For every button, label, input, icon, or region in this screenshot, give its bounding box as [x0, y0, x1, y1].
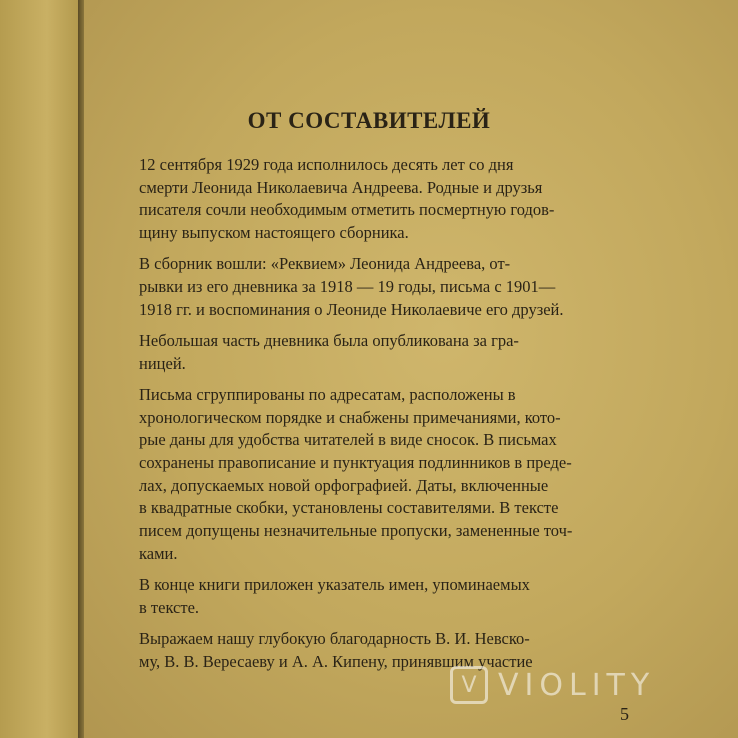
text-line: в тексте.	[139, 597, 200, 617]
text-line: щину выпуском настоящего сборника.	[139, 223, 409, 243]
book-page	[84, 0, 738, 738]
text-line: в квадратные скобки, установлены составителями. В тексте	[139, 498, 559, 518]
page-heading: ОТ СОСТАВИТЕЛЕЙ	[247, 108, 491, 133]
text-line: В конце книги приложен указатель имен, упоминаемых	[139, 574, 530, 594]
text-line: Выражаем нашу глубокую благодарность В. И. Невско-	[139, 628, 530, 648]
left-page-edge	[0, 0, 78, 738]
text-line: рывки из его дневника за 1918 — 19 годы, письма с 1901—	[139, 277, 556, 297]
text-line: Небольшая часть дневника была опубликована за гра-	[139, 330, 519, 350]
text-line: рые даны для удобства читателей в виде сносок. В письмах	[139, 430, 557, 450]
text-line: ками.	[139, 543, 178, 563]
watermark-text: VIOLITY	[498, 667, 656, 703]
paragraph	[109, 330, 645, 375]
text-line: Письма сгруппированы по адресатам, расположены в	[139, 384, 516, 404]
paragraph	[109, 253, 645, 321]
watermark	[450, 666, 655, 704]
text-line: писателя сочли необходимым отметить посмертную годов-	[139, 200, 555, 220]
paragraph	[109, 384, 645, 566]
watermark-logo-icon: V	[450, 666, 488, 704]
text-line: лах, допускаемых новой орфографией. Даты, включенные	[139, 475, 549, 495]
text-line: хронологическом порядке и снабжены примечаниями, кото-	[139, 407, 561, 427]
text-line: 1918 гг. и воспоминания о Леониде Николаевиче его друзей.	[139, 299, 564, 319]
text-line: 12 сентября 1929 года исполнилось десять лет со дня	[139, 155, 514, 174]
body-text	[109, 154, 645, 682]
text-line: ницей.	[139, 353, 186, 373]
text-line: смерти Леонида Николаевича Андреева. Родные и друзья	[139, 177, 543, 197]
text-line: писем допущены незначительные пропуски, замененные точ-	[139, 521, 573, 541]
text-line: сохранены правописание и пунктуация подлинников в преде-	[139, 452, 572, 472]
text-line: му, В. В. Вересаеву и А. А. Кипену, принявшим участие	[139, 651, 533, 671]
page-number: 5	[620, 704, 629, 724]
paragraph	[109, 574, 645, 619]
text-line: В сборник вошли: «Реквием» Леонида Андреева, от-	[139, 254, 511, 274]
paragraph	[109, 154, 645, 245]
